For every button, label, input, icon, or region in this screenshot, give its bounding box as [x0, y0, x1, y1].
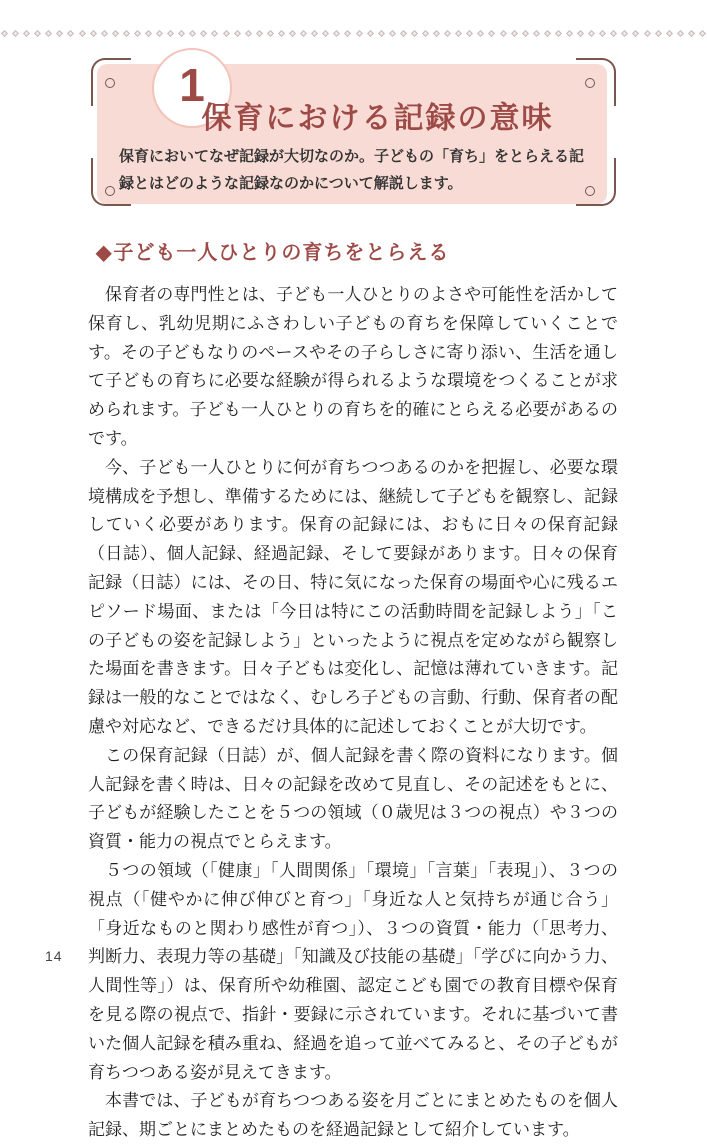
- diamond-ornament-icon: [178, 29, 185, 36]
- diamond-ornament-icon: [344, 29, 351, 36]
- diamond-ornament-icon: [688, 29, 695, 36]
- body-paragraph: この保育記録（日誌）が、個人記録を書く際の資料になります。個人記録を書く時は、日々の記録を改めて見直し、その記述をもとに、子どもが経験したことを５つの領域（０歳児は３つの視点）や３つの資質・能力の視点でとらえます。: [88, 745, 618, 852]
- diamond-ornament-icon: [522, 29, 529, 36]
- diamond-ornament-icon: [79, 29, 86, 36]
- chapter-title: 保育における記録の意味: [201, 102, 554, 135]
- diamond-ornament-icon: [300, 29, 307, 36]
- diamond-ornament-icon: [411, 29, 418, 36]
- diamond-ornament-icon: [577, 29, 584, 36]
- body-paragraph: 今、子ども一人ひとりに何が育ちつつあるのかを把握し、必要な環境構成を予想し、準備するためには、継続して子どもを観察し、記録していく必要があります。保育の記録には、おもに日々の保育記録（日誌）、個人記録、経過記録、そして要録があります。日々の保育記録（日誌）には、その日、特に気になった保育の場面や心に残るエピソード場面、または「今日は特にこの活動時間を記録しよう」「この子どもの姿を記録しよう」といったように視点を定めながら観察した場面を書きます。日々子どもは変化し、記憶は薄れていきます。記録は一般的なことではなく、むしろ子どもの言動、行動、保育者の配慮や対応など、できるだけ具体的に記述しておくことが大切です。: [88, 457, 618, 736]
- diamond-ornament-icon: [566, 29, 573, 36]
- diamond-ornament-icon: [90, 29, 97, 36]
- page-number: 14: [45, 948, 63, 964]
- body-paragraph: ５つの領域（「健康」「人間関係」「環境」「言葉」「表現」）、３つの視点（「健やかに伸び伸びと育つ」「身近な人と気持ちが通じ合う」「身近なものと関わり感性が育つ」）、３つの資質・能力（「思考力、判断力、表現力等の基礎」「知識及び技能の基礎」「学びに向かう力、人間性等」）は、保育所や幼稚園、認定こども園での教育目標や保育を見る際の視点で、指針・要録に示されています。それに基づいて書いた個人記録を積み重ね、経過を追って並べてみると、その子どもが育ちつつある姿が見えてきます。: [88, 860, 618, 1082]
- corner-circle-icon: [105, 78, 115, 88]
- corner-bracket-top-right: [576, 58, 616, 106]
- diamond-ornament-icon: [1, 29, 8, 36]
- diamond-ornament-icon: [256, 29, 263, 36]
- diamond-ornament-icon: [289, 29, 296, 36]
- diamond-ornament-icon: [444, 29, 451, 36]
- diamond-ornament-icon: [433, 29, 440, 36]
- diamond-ornament-icon: [101, 29, 108, 36]
- diamond-ornament-icon: [211, 29, 218, 36]
- diamond-ornament-icon: [533, 29, 540, 36]
- diamond-ornament-icon: [499, 29, 506, 36]
- diamond-ornament-icon: [134, 29, 141, 36]
- diamond-ornament-icon: [67, 29, 74, 36]
- diamond-ornament-icon: [278, 29, 285, 36]
- body-text: [88, 281, 618, 1145]
- diamond-ornament-icon: [123, 29, 130, 36]
- diamond-ornament-icon: [189, 29, 196, 36]
- section-heading: [96, 236, 449, 265]
- diamond-ornament-icon: [156, 29, 163, 36]
- diamond-ornament-icon: [245, 29, 252, 36]
- diamond-ornament-icon: [588, 29, 595, 36]
- chapter-number: 1: [179, 59, 205, 111]
- diamond-ornament-icon: [655, 29, 662, 36]
- diamond-ornament-icon: [677, 29, 684, 36]
- diamond-ornament-icon: [322, 29, 329, 36]
- diamond-ornament-icon: [355, 29, 362, 36]
- diamond-ornament-icon: [632, 29, 639, 36]
- diamond-ornament-icon: [555, 29, 562, 36]
- diamond-ornament-icon: [544, 29, 551, 36]
- decorative-diamond-border: [2, 28, 705, 38]
- diamond-ornament-icon: [400, 29, 407, 36]
- chapter-subtitle: 保育においてなぜ記録が大切なのか。子どもの「育ち」をとらえる記録とはどのような記録なのかについて解説します。: [119, 148, 585, 192]
- diamond-ornament-icon: [12, 29, 19, 36]
- diamond-ornament-icon: [34, 29, 41, 36]
- diamond-ornament-icon: [455, 29, 462, 36]
- diamond-ornament-icon: [333, 29, 340, 36]
- diamond-ornament-icon: [666, 29, 673, 36]
- diamond-ornament-icon: [477, 29, 484, 36]
- diamond-ornament-icon: [112, 29, 119, 36]
- corner-circle-icon: [585, 78, 595, 88]
- diamond-ornament-icon: [267, 29, 274, 36]
- body-paragraph: 本書では、子どもが育ちつつある姿を月ごとにまとめたものを個人記録、期ごとにまとめたものを経過記録として紹介しています。: [88, 1091, 618, 1140]
- diamond-ornament-icon: [699, 29, 706, 36]
- diamond-ornament-icon: [200, 29, 207, 36]
- diamond-ornament-icon: [367, 29, 374, 36]
- diamond-ornament-icon: [389, 29, 396, 36]
- body-paragraph: 保育者の専門性とは、子ども一人ひとりのよさや可能性を活かして保育し、乳幼児期にふさわしい子どもの育ちを保障していくことです。その子どもなりのペースやその子らしさに寄り添い、生活を通して子どもの育ちに必要な経験が得られるような環境をつくることが求められます。子ども一人ひとりの育ちを的確にとらえる必要があるのです。: [88, 285, 618, 448]
- diamond-ornament-icon: [45, 29, 52, 36]
- diamond-marker-icon: ◆: [96, 242, 113, 264]
- diamond-ornament-icon: [610, 29, 617, 36]
- diamond-ornament-icon: [223, 29, 230, 36]
- section-heading-text: 子ども一人ひとりの育ちをとらえる: [113, 242, 450, 264]
- corner-circle-icon: [105, 186, 115, 196]
- diamond-ornament-icon: [621, 29, 628, 36]
- diamond-ornament-icon: [422, 29, 429, 36]
- diamond-ornament-icon: [378, 29, 385, 36]
- diamond-ornament-icon: [643, 29, 650, 36]
- diamond-ornament-icon: [234, 29, 241, 36]
- diamond-ornament-icon: [167, 29, 174, 36]
- diamond-ornament-icon: [311, 29, 318, 36]
- diamond-ornament-icon: [56, 29, 63, 36]
- diamond-ornament-icon: [145, 29, 152, 36]
- diamond-ornament-icon: [466, 29, 473, 36]
- diamond-ornament-icon: [23, 29, 30, 36]
- diamond-ornament-icon: [599, 29, 606, 36]
- diamond-ornament-icon: [511, 29, 518, 36]
- diamond-ornament-icon: [488, 29, 495, 36]
